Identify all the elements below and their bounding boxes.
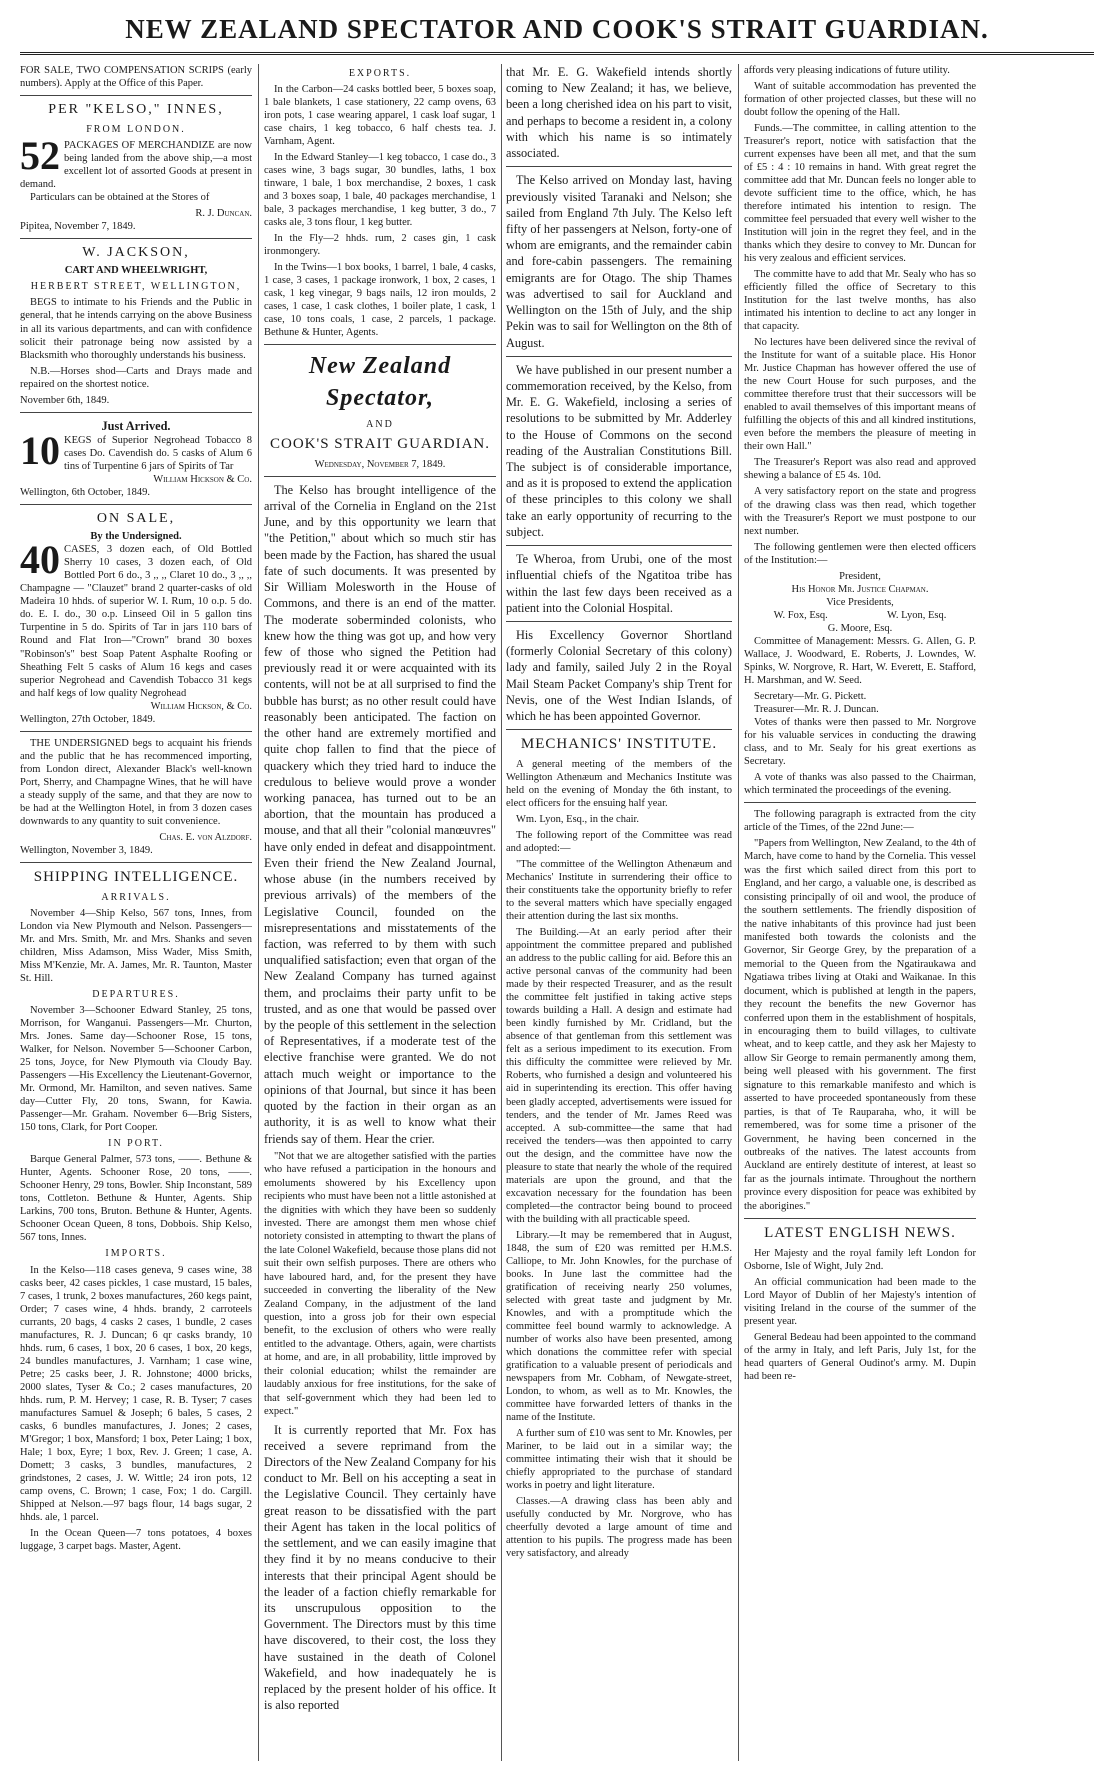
times-intro: The following paragraph is extracted from the city article of the Times, of the 22nd June:— — [744, 808, 976, 833]
ad-divider — [20, 862, 252, 863]
onsale-date: Wellington, 27th October, 1849. — [20, 713, 156, 725]
arrived-text: KEGS of Superior Negrohead Tobacco 8 cases Do. Cavendish do. 5 casks of Alum 6 tins of Turpentine 6 jars of Spirits of Tar — [64, 434, 252, 472]
vp-name: G. Moore, Esq. — [827, 622, 893, 634]
imports-heading: IMPORTS. — [105, 1248, 167, 1260]
vp-row — [744, 609, 976, 622]
institute-paragraph: The Treasurer's Report was also read and approved shewing a balance of £5 4s. 10d. — [744, 457, 976, 482]
paper-title-and: AND — [366, 418, 394, 430]
jackson-date: November 6th, 1849. — [20, 394, 110, 406]
jackson-body: BEGS to intimate to his Friends and the Public in general, that he intends carrying on the above Business in all its various departments, and can with confidence solicit their patronage being now assisted by a Blacksmith who thoroughly understands his business. — [20, 297, 252, 361]
institute-paragraph: A vote of thanks was also passed to the Chairman, which terminated the proceedings of the evening. — [744, 771, 976, 796]
section-divider — [506, 545, 732, 546]
column-2 — [264, 64, 496, 1761]
mechanics-paragraph: Wm. Lyon, Esq., in the chair. — [516, 814, 640, 826]
kelso-ad-signature: R. J. Duncan. — [195, 207, 252, 219]
section-divider — [506, 356, 732, 357]
ad-divider — [20, 412, 252, 413]
column-4 — [744, 64, 976, 1761]
institute-paragraph: Votes of thanks were then passed to Mr. Norgrove for his valuable services in conducting the drawing class, and to Mr. Sealy for his great exertions as Secretary. — [744, 716, 976, 767]
editorial-quote: "Not that we are altogether satisfied with the parties who have refused a participation in the honours and emoluments showered by his Excellency upon recipients who must have been not a little astonished at the dignities with which they have been so suddenly invested. There are amongst them men whose chief notoriety consisted in attempting to thwart the plans of the late Colonel Wakefield, because those plans did not suit their own selfish purposes. There are others who have laboured hard, and, for the present they have succeeded in converting the liberality of the New Zealand Company, in the adjustment of the land question, into a gross job for their own especial benefit, to the exclusion of others who were really entitled to the advantage. Others, again, were chartists at home, and are, in all probability, little improved by their colonial education; whilst the remainder are laudably anxious for free institutions, for the sake of that self-government which they had been led to expect." — [264, 1150, 496, 1418]
secretary: Secretary—Mr. G. Pickett. — [754, 690, 867, 702]
inport-body: Barque General Palmer, 573 tons, ——. Bethune & Hunter, Agents. Schooner Rose, 20 tons, ——. Schooner Henry, 29 tons, Bowler. Ship Inconstant, 589 tons, Cottleton. Bethune & Hunter, Agents. Ship Larkins, 700 tons, Bruton. Bethune & Hunter, Agents. Schooner Ocean Queen, 8 tons, Dobbois. Ship Kelso, 567 tons, Innes. — [20, 1154, 252, 1244]
wheroa-paragraph: Te Wheroa, from Urubi, one of the most influential chiefs of the Ngatitoa tribe has within the last few days been received as a patient into the Colonial Hospital. — [506, 552, 732, 615]
institute-paragraph: affords very pleasing indications of future utility. — [744, 65, 950, 76]
vp-name: W. Fox, Esq. — [773, 609, 828, 621]
kelso-ad-number: 52 — [20, 132, 60, 178]
ad-divider — [20, 731, 252, 732]
exports-body-3: In the Fly—2 hhds. rum, 2 cases gin, 1 cask ironmongery. — [264, 233, 496, 258]
inport-heading: IN PORT. — [108, 1138, 164, 1150]
column-divider — [738, 64, 739, 1761]
kelso-ad-heading: PER "KELSO," INNES, — [48, 102, 224, 118]
column-3 — [506, 64, 732, 1761]
imports-body: In the Kelso—118 cases geneva, 9 cases wine, 38 casks beer, 42 cases pickles, 1 case mustard, 15 bales, 7 cases, 1 trunk, 2 boxes manufactures, 260 kegs paint, Order; 7 cases wine, 4 hhds. brandy, 2 carroteels currants, 20 bags, 4 casks 2 cases, 1 bundle, 2 cases manufactures, R. J. Duncan; 6 qr casks brandy, 10 hhds. rum, 6 cases, 1 box, 20 6 cases, 1 box, 20 kegs, 24 bundles manufactures, J. Varnham; 1 case wine, Petre; 25 casks beer, J. R. Johnstone; 4000 bricks, 2000 slates, Tyser & Co.; 2 cases manufactures, 20 hhds. rum, P. M. Hervey; 1 case, R. B. Tyser; 7 cases manufactures Samuel & Joseph; 6 bales, 5 cases, 2 casks, 6 bundles manufactures, J. Jones; 2 cases, M'Gregor; 1 box, Mansford; 1 box, Peter Laing; 1 box, Hale; 1 box, Eyre; 1 box, Rev. J. Green; 1 case, A. Domett; 3 casks, 3 bundles, manufactures, 2 grindstones, 2 cases, J. W. Wittle; 24 iron pots, 12 camp ovens, C. Brown; 1 case, Fox; 1 do. Cargill. Shipped at Nelson.—97 bags flour, 14 bags sugar, 2 hhds. ale, 1 parcel. — [20, 1264, 252, 1523]
arrived-signature: William Hickson & Co. — [153, 473, 252, 485]
mechanics-paragraph: The following report of the Committee was read and adopted:— — [506, 830, 732, 855]
jackson-address: HERBERT STREET, WELLINGTON, — [30, 281, 242, 293]
ad-divider — [20, 238, 252, 239]
section-divider — [506, 621, 732, 622]
vp-heading: Vice Presidents, — [826, 596, 894, 608]
mechanics-paragraph: A further sum of £10 was sent to Mr. Knowles, per Mariner, to be laid out in a similar way; the committee intimating their wish that it should be chiefly appropriated to the purchase of standard works in poetry and light literature. — [506, 1427, 732, 1491]
arrived-heading: Just Arrived. — [101, 418, 171, 433]
jackson-trade: CART AND WHEELWRIGHT, — [64, 265, 208, 277]
mechanics-paragraph: The Building.—At an early period after their appointment the committee prepared and published an address to the public calling for aid. Before this an active personal canvas of the community had been made by their respected Treasurer, and as the result the committee felt justified in taking active steps towards building a Hall. A design and estimate had been kindly furnished by Mr. Cridland, but the absence of that gentleman from this settlement was felt as a serious impediment to its execution. From this difficulty the committee were relieved by Mr. Roberts, who furnished a design and volunteered his aid in superintending its erection. This offer having been gladly accepted, advertisements were issued for tenders, and the tender of Mr. James Reed was accepted. A sub-committee—the same that had received the tenders—was then appointed to carry out the design, and the committee have now the pleasure to state that nearly the whole of the required materials are upon the ground, and that the excavation necessary for the foundation has been completed—the contractor being bound to proceed with the building with all practicable speed. — [506, 927, 732, 1225]
mechanics-heading: MECHANICS' INSTITUTE. — [520, 736, 718, 753]
undersigned-body: THE UNDERSIGNED begs to acquaint his friends and the public that he has recommenced importing, from London direct, Alexander Black's well-known Port, Sherry, and Champagne Wines, that he will have a steady supply of the same, and that they are now to be had at the Wellington Hotel, in from 3 dozen cases downwards to any quantity to suit convenience. — [20, 737, 252, 827]
exports-heading: EXPORTS. — [348, 68, 412, 79]
section-divider — [264, 344, 496, 345]
arrivals-heading: ARRIVALS. — [101, 891, 171, 903]
mechanics-paragraph: Library.—It may be remembered that in August, 1848, the sum of £20 was remitted per H.M.S. Calliope, to Mr. John Knowles, for the purchase of books. In June last the committee had the gratification of receiving nearly 250 volumes, selected with great taste and judgment by Mr. Knowles, and with a promptitude which the committee feel bound warmly to acknowledge. A number of works also have been presented, among which donations the committee refer with special gratification to a valuable present of periodicals and newspapers from Mr. Cobham, of Newgate-street, London, to whom, as well as to Mr. Knowles, the committee have forwarded letters of thanks in the name of the Institute. — [506, 1229, 732, 1423]
institute-paragraph: Funds.—The committee, in calling attention to the Treasurer's report, notice with satisfaction that the current expenses have been all met, and that the sum of £5 : 4 : 10 remains in hand. With great regret the committee add that Mr. Duncan feels no longer able to devote sufficient time to the office, which, he has therefore intimated his intention to resign. The committee feel persuaded that every well wisher to the Institution will join in the regret they feel, and in the thanks which they desire to convey to Mr. Duncan for his very zealous and efficient services. — [744, 123, 976, 265]
kelso-arrival-paragraph: The Kelso arrived on Monday last, having previously visited Taranaki and Nelson; she sailed from England 7th July. The Kelso left fifty of her passengers at Nelson, forty-one of whom are emigrants, and the remainder cabin and fore-cabin passengers. The remaining emigrants are for Otago. The ship Thames was advertised to sail for Auckland and Wellington on the 15th of July, and the ship Pekin was to sail for Wellington on the 8th of August. — [506, 173, 732, 350]
section-divider — [506, 166, 732, 167]
jackson-nb: N.B.—Horses shod—Carts and Drays made and repaired on the shortest notice. — [20, 365, 252, 390]
editorial-paragraph-2: It is currently reported that Mr. Fox has received a severe reprimand from the Directors of the New Zealand Company for his conduct to Mr. Bell on his accepting a seat in the Legislative Council. They certainly have great reason to be dissatisfied with the part their Agent has taken in the local politics of the settlement, and we can easily imagine that they find it by no means conducive to their interests that their principal Agent should be the leader of a faction chiefly remarkable for its unscrupulous opposition to the Government. The Directors must by this time have discovered, to their cost, the loss they have sustained in the death of Colonel Wakefield, and how inadequately he is replaced by the present holder of his office. It is also reported — [264, 1422, 496, 1713]
latest-news-heading: LATEST ENGLISH NEWS. — [764, 1225, 956, 1242]
ad-divider — [20, 504, 252, 505]
column-1 — [20, 64, 252, 1761]
mechanics-paragraph: Classes.—A drawing class has been ably and usefully conducted by Mr. Norgrove, who has cheerfully devoted a large amount of time and attention to his pupils. The progress made has been very satisfactory, and already — [506, 1495, 732, 1560]
section-divider — [264, 476, 496, 477]
kelso-ad-date: Pipitea, November 7, 1849. — [20, 220, 136, 232]
section-divider — [744, 1218, 976, 1219]
president-name: His Honor Mr. Justice Chapman. — [791, 583, 929, 595]
shipping-heading: SHIPPING INTELLIGENCE. — [33, 868, 239, 885]
onsale-text: CASES, 3 dozen each, of Old Bottled Sherry 10 cases, 3 dozen each, of Old Bottled Port 6 do., 3 ,, ,, Claret 10 do., 3 ,, ,, Champagne — "Clauzet" brand 2 quarter-casks of old Madeira 10 hhds. of superior W. I. Rum, 10 o.p. 5 do. do. E. I. do., 30 o.p. Linseed Oil in 5 gallon tins Turpentine in 5 do. Spirits of Tar in jars 110 bars of Round and Flat Iron—"Crown" brand 30 boxes "Robinson's" best Soap Patent Asphalte Roofing or Sheathing Felt 5 casks of Alum 16 kegs and cases superior Negrohead and Cavendish Tobacco 31 kegs and half kegs of low quality Negrohead — [20, 544, 252, 699]
arrived-number: 10 — [20, 427, 60, 473]
resolutions-paragraph: We have published in our present number a commemoration received, by the Kelso, from Mr. E. G. Wakefield, inclosing a series of resolutions to be submitted by Mr. Adderley to the House of Commons on the second reading of the Australian Constitutions Bill. The subject is of considerable importance, and as it is proposed to extend the application of these principles to this colony we shall take an early opportunity of recurring to the subject. — [506, 362, 732, 539]
paper-subtitle: COOK'S STRAIT GUARDIAN. — [269, 436, 491, 453]
committee-list: Committee of Management: Messrs. G. Allen, G. P. Wallace, J. Woodward, E. Roberts, J. Lowndes, W. Spinks, W. Norgrove, R. Hart, W. Everett, E. Stafford, H. Marshman, and W. Seed. — [744, 635, 976, 686]
arrived-body — [20, 427, 252, 473]
times-quote: "Papers from Wellington, New Zealand, to the 4th of March, have come to hand by the Cornelia. This vessel was the first which sailed direct from this port to England, and her cargo, a valuable one, is described as consisting principally of oil and wool, the produce of the southern settlements. The friendly disposition of the native inhabitants of this province had just been manifested both towards the colonists and the Governor, Sir George Grey, by the preparation of a memorial to the Queen from the Ngatiraukawa and Ngatiawa tribes living at Otaki and Waikanae. In this document, which is published at length in the papers, they recount the benefits the new Governor has conferred upon them in the establishment of hospitals, in encouraging them to build villages, to cultivate wheat, and to keep cattle, and they ask her Majesty to allow Sir George to remain permanently among them, being well pleased with his government. The first signature to this remarkable manifesto and which is asserted to have proceeded spontaneously from these parties, is that of Te Rauparaha, who, it will be remembered, was for some time a prisoner of the Government, he having been concerned in the outbreaks of the natives. The latest accounts from Auckland are entirely destitute of interest, at least so far as the journals intimate. Throughout the northern province every disposition for peace was exhibited by the aborigines." — [744, 837, 976, 1212]
editorial-paragraph: The Kelso has brought intelligence of the arrival of the Cornelia in England on the 21st June, and by this opportunity we learn that "the Petition," about which so much stir has been made by the Faction, has shared the usual fate of such documents. It was presented by Sir William Molesworth in the House of Commons, and there is an end of the matter. The moderate soberminded colonists, who knew how the thing was got up, and how very few of those who signed the Petition had previously read it or were acquainted with its contents, will not be at all surprised to find the bubble has burst; as no other result could have reasonably been anticipated. The faction on the other hand are extremely mortified and quite chop fallen to find that the piece of quackery which they tried hard to induce the credulous to believe would prove a wonder working panacea, has turned out to be an abortion, that the mountain has produced a mouse, and that all their "colonial manœuvres" have only ended in defeat and disappointment. Even their friend the New Zealand Journal, whose abuse (in the numbers received by previous arrivals) of the members of the Legislative Council, founded on the misrepresentations and misstatements of the faction, was referred to by them with such unqualified satisfaction; even that organ of the New Zealand Company has turned against them, and proclaims their party unfit to be trusted, and as one that would be passed over by the people of this settlement in the selection of Representatives, if a moderate test of the elective franchise were granted. We do not attach much weight or importance to the opinions of that Journal, but since it has been quoted by the faction in their organ as an authority, it is as well to know what their friends say of them. Hear the crier. — [264, 482, 496, 1146]
institute-paragraph: No lectures have been delivered since the revival of the Institute for want of a suitable place. His Honor Mr. Justice Chapman has however offered the use of the new Court House for such purposes, and the committee therefore trust that their successors will be enabled to avail themselves of this important means of fulfilling the objects of this and all kindred institutions, even before the members the pleasure of meeting in their own Hall." — [744, 337, 976, 453]
section-divider — [744, 802, 976, 803]
onsale-number: 40 — [20, 537, 60, 583]
jackson-name: W. JACKSON, — [82, 244, 190, 260]
departures-heading: DEPARTURES. — [92, 988, 180, 1000]
institute-paragraph: Want of suitable accommodation has prevented the formation of other projected classes, but these will no doubt follow the opening of the Hall. — [744, 81, 976, 119]
for-sale-ad: FOR SALE, TWO COMPENSATION SCRIPS (early numbers). Apply at the Office of this Paper. — [20, 65, 252, 90]
wakefield-paragraph: that Mr. E. G. Wakefield intends shortly coming to New Zealand; it has, we believe, been a long cherished idea on his part to visit, and perhaps to become a resident in, a colony with which his name is so intimately associated. — [506, 65, 732, 161]
kelso-ad-from: FROM LONDON. — [86, 123, 186, 135]
paper-date: Wednesday, November 7, 1849. — [314, 458, 446, 470]
arrivals-body: November 4—Ship Kelso, 567 tons, Innes, from London via New Plymouth and Nelson. Passengers—Mr. and Mrs. Smith, Mr. and Mrs. Shanks and seven children, Miss Adamson, Miss Wader, Miss Smith, Miss M'Kenzie, Mr. A. James, Mr. R. Taunton, Master St. Hill. — [20, 907, 252, 984]
paper-title: New Zealand Spectator, — [308, 353, 452, 412]
arrived-date: Wellington, 6th October, 1849. — [20, 486, 150, 498]
onsale-signature: William Hickson, & Co. — [150, 700, 252, 712]
institute-paragraph: The committe have to add that Mr. Sealy who has so efficiently filled the office of Secretary to this Institution for the last twelve months, has also intimated his intention to decline to act any longer in that capacity. — [744, 269, 976, 333]
mechanics-paragraph: "The committee of the Wellington Athenæum and Mechanics' Institute in surrendering their office to their constituents take the opportunity briefly to refer to the several matters which have specially engaged their attention during the last six months. — [506, 859, 732, 923]
mechanics-paragraph: A general meeting of the members of the Wellington Athenæum and Mechanics Institute was held on the evening of Monday the 6th instant, to elect officers for the ensuing half year. — [506, 759, 732, 810]
kelso-ad-body — [20, 132, 252, 191]
ad-divider — [20, 95, 252, 96]
vp-name: W. Lyon, Esq. — [886, 609, 947, 621]
treasurer: Treasurer—Mr. R. J. Duncan. — [754, 703, 879, 715]
shortland-paragraph: His Excellency Governor Shortland (formerly Colonial Secretary of this colony) lady and family, sailed July 2 in the Royal Mail Steam Packet Company's ship Trent for Nevis, one of the West Indian Islands, of which he has been appointed Governor. — [506, 628, 732, 724]
column-divider — [258, 64, 259, 1761]
column-divider — [501, 64, 502, 1761]
latest-news-paragraph: Her Majesty and the royal family left London for Osborne, Isle of Wight, July 2nd. — [744, 1247, 976, 1272]
institute-paragraph: The following gentlemen were then elected officers of the Institution:— — [744, 541, 976, 566]
exports-body-4: In the Twins—1 box books, 1 barrel, 1 bale, 4 casks, 1 case, 3 cases, 1 package ironwork, 1 box, 2 cases, 1 cask, 1 keg vinegar, 9 bags nails, 12 iron moulds, 2 cases, 1 case, 1 cask clothes, 1 boiler plate, 1 cask, 1 case, 10 tons coals, 1 case, 2 parcels, 1 package. Bethune & Hunter, Agents. — [264, 262, 496, 339]
onsale-by: By the Undersigned. — [90, 531, 182, 543]
section-divider — [506, 729, 732, 730]
president-heading: President, — [839, 570, 881, 582]
kelso-ad-particulars: Particulars can be obtained at the Stores of — [30, 191, 210, 203]
exports-body: In the Carbon—24 casks bottled beer, 5 boxes soap, 1 bale blankets, 1 case stationery, 22 camp ovens, 63 iron pots, 1 case wearing apparel, 1 cask loaf sugar, 1 case chairs, 1 keg tobacco, 6 half chests tea. J. Varnham, Agent. — [264, 84, 496, 148]
onsale-heading: ON SALE, — [96, 510, 176, 526]
undersigned-date: Wellington, November 3, 1849. — [20, 844, 153, 856]
masthead: NEW ZEALAND SPECTATOR AND COOK'S STRAIT GUARDIAN. — [125, 14, 989, 44]
kelso-ad-text: PACKAGES OF MERCHANDIZE are now being landed from the above ship,—a most excellent lot of assorted Goods at present in demand. — [20, 139, 252, 190]
exports-body-2: In the Edward Stanley—1 keg tobacco, 1 case do., 3 cases wine, 3 bags sugar, 30 bundles, laths, 1 box tinware, 1 bale, 1 box merchandise, 2 boxes, 1 cask and 3 boxes soap, 1 bale, 40 packages merchandise, 1 bale, 3 packages merchandise, 1 keg butter, 3 do., 7 casks ale, 3 tons flour, 1 keg butter. — [264, 152, 496, 229]
institute-paragraph: A very satisfactory report on the state and progress of the drawing class was then read, which together with the Treasurer's Report we must postpone to our next number. — [744, 486, 976, 537]
latest-news-paragraph: An official communication had been made to the Lord Mayor of Dublin of her Majesty's intention of visiting Ireland in the course of the summer of the present year. — [744, 1276, 976, 1327]
departures-body: November 3—Schooner Edward Stanley, 25 tons, Morrison, for Wanganui. Passengers—Mr. Churton, Mrs. Jones. Same day—Schooner Rose, 15 tons, Walker, for Nelson. November 5—Schooner Carbon, 25 tons, Joyce, for New Plymouth via Cloudy Bay. Passengers —His Excellency the Lieutenant-Governor, Mr. Ormond, Mr. Hamilton, and seven natives. Same day—Cutter Fly, 20 tons, Swann, for Kawia. Passenger—Mr. Graham. November 6—Brig Sisters, 150 tons, Clark, for Port Cooper. — [20, 1005, 252, 1134]
masthead-rule — [20, 52, 1094, 55]
imports-body-2: In the Ocean Queen—7 tons potatoes, 4 boxes luggage, 3 carpet bags. Master, Agent. — [20, 1527, 252, 1552]
latest-news-paragraph: General Bedeau had been appointed to the command of the army in Italy, and left Paris, July 1st, for the head quarters of General Oudinot's army. M. Dupin had been re- — [744, 1332, 976, 1383]
undersigned-signature: Chas. E. von Alzdorf. — [159, 831, 252, 843]
